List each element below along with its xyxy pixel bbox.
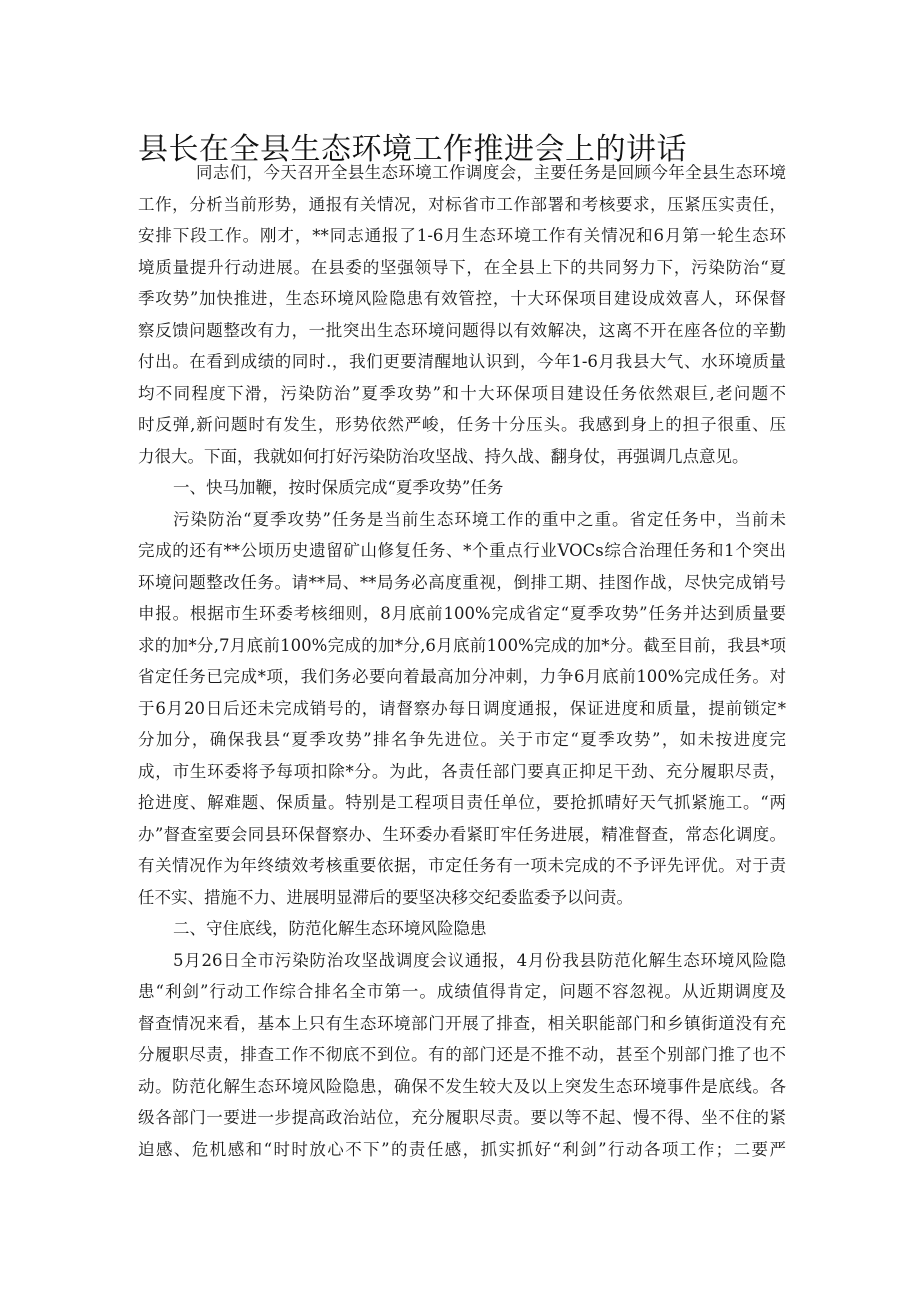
document-body — [138, 157, 786, 1165]
body-text-line: 患“利剑”行动工作综合排名全市第一。成绩值得肯定，问题不容忽视。从近期调度及 — [138, 982, 786, 1001]
body-text-line: 季攻势”加快推进，生态环境风险隐患有效管控，十大环保项目建设成效喜人，环保督 — [138, 289, 786, 308]
body-text-line: 时反弹,新问题时有发生，形势依然严峻，任务十分压头。我感到身上的担子很重、压 — [138, 415, 786, 434]
body-text-line: 于6月20日后还未完成销号的，请督察办每日调度通报，保证进度和质量，提前锁定* — [138, 698, 786, 718]
body-text-line: 污染防治“夏季攻势”任务是当前生态环境工作的重中之重。省定任务中，当前未 — [173, 509, 786, 529]
body-text-line: 省定任务已完成*项，我们务必要向着最高加分冲刺，力争6月底前100%完成任务。对 — [138, 667, 786, 686]
body-text-line: 5月26日全市污染防治攻坚战调度会议通报，4月份我县防范化解生态环境风险隐 — [173, 950, 786, 970]
section-heading: 二、守住底线，防范化解生态环境风险隐患 — [173, 919, 487, 938]
body-text-line: 动。防范化解生态环境风险隐患，确保不发生较大及以上突发生态环境事件是底线。各 — [138, 1076, 786, 1096]
body-text-line: 安排下段工作。刚才，**同志通报了1-6月生态环境工作有关情况和6月第一轮生态环 — [138, 226, 786, 245]
body-text-line: 察反馈问题整改有力，一批突出生态环境问题得以有效解决，这离不开在座各位的辛勤 — [138, 320, 786, 340]
body-text-line: 任不实、措施不力、进展明显滞后的要坚决移交纪委监委予以问责。 — [138, 887, 633, 907]
body-text-line: 完成的还有**公顷历史遗留矿山修复任务、*个重点行业VOCs综合治理任务和1个突出 — [138, 541, 786, 560]
document-title: 县长在全县生态环境工作推进会上的讲话 — [138, 132, 687, 167]
body-text-line: 办”督查室要会同县环保督察办、生环委办看紧盯牢任务进展，精准督查，常态化调度。 — [138, 824, 786, 844]
body-text-line: 有关情况作为年终绩效考核重要依据，市定任务有一项未完成的不予评先评优。对于责 — [138, 856, 786, 875]
body-text-line: 成，市生环委将予每项扣除*分。为此，各责任部门要真正抑足干劲、充分履职尽责， — [138, 761, 786, 781]
body-text-line: 抢进度、解难题、保质量。特别是工程项目责任单位，要抢抓晴好天气抓紧施工。“两 — [138, 793, 786, 812]
body-text-line: 力很大。下面，我就如何打好污染防治攻坚战、持久战、翻身仗，再强调几点意见。 — [138, 446, 749, 466]
body-text-line: 申报。根据市生环委考核细则，8月底前100%完成省定“夏季攻势”任务并达到质量要 — [138, 604, 786, 623]
body-text-line: 环境问题整改任务。请**局、**局务必高度重视，倒排工期、挂图作战，尽快完成销号 — [138, 572, 786, 592]
body-text-line: 迫感、危机感和“时时放心不下”的责任感，抓实抓好“利剑”行动各项工作；二要严 — [138, 1139, 786, 1159]
body-text-line: 级各部门一要进一步提高政治站位，充分履职尽责。要以等不起、慢不得、坐不住的紧 — [138, 1108, 786, 1127]
body-text-line: 付出。在看到成绩的同时.，我们更要清醒地认识到，今年1-6月我县大气、水环境质量 — [138, 352, 786, 371]
body-text-line: 同志们，今天召开全县生态环境工作调度会，主要任务是回顾今年全县生态环境 — [196, 163, 786, 182]
body-text-line: 分加分，确保我县“夏季攻势”排名争先进位。关于市定“夏季攻势”，如未按进度完 — [138, 730, 786, 749]
body-text-line: 工作，分析当前形势，通报有关情况，对标省市工作部署和考核要求，压紧压实责任， — [138, 194, 786, 214]
body-text-line: 境质量提升行动进展。在县委的坚强领导下，在全县上下的共同努力下，污染防治“夏 — [138, 257, 786, 277]
body-text-line: 督查情况来看，基本上只有生态环境部门开展了排查，相关职能部门和乡镇街道没有充 — [138, 1013, 786, 1033]
section-heading: 一、快马加鞭，按时保质完成“夏季攻势”任务 — [173, 478, 504, 497]
body-text-line: 求的加*分,7月底前100%完成的加*分,6月底前100%完成的加*分。截至目前，我县*项 — [138, 635, 786, 655]
body-text-line: 分履职尽责，排查工作不彻底不到位。有的部门还是不推不动，甚至个别部门推了也不 — [138, 1045, 786, 1064]
body-text-line: 均不同程度下滑，污染防治”夏季攻势”和十大环保项目建设任务依然艰巨,老问题不 — [138, 383, 786, 403]
